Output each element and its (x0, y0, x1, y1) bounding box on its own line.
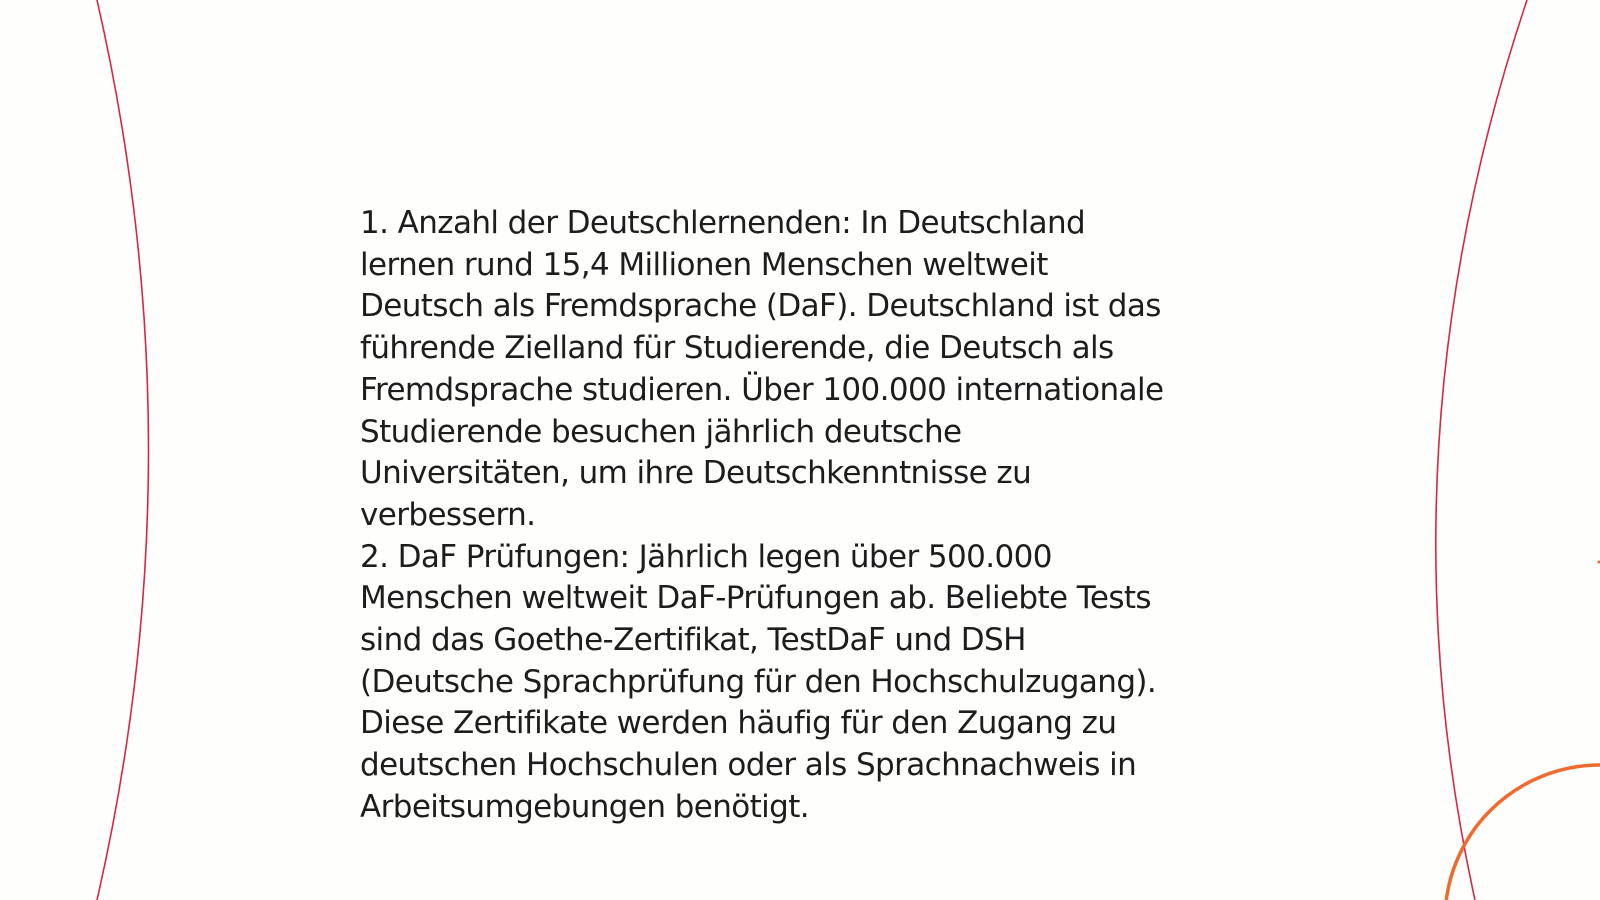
right-curve-line (1436, 0, 1527, 900)
text-line: 2. DaF Prüfungen: Jährlich legen über 500.000 (360, 538, 1052, 575)
text-line: führende Zielland für Studierende, die Deutsch als (360, 330, 1114, 367)
text-line: (Deutsche Sprachprüfung für den Hochschulzugang). (360, 663, 1157, 700)
text-line: Studierende besuchen jährlich deutsche (360, 413, 962, 450)
text-line: Diese Zertifikate werden häufig für den Zugang zu (360, 705, 1117, 742)
text-line: Arbeitsumgebungen benötigt. (360, 788, 810, 825)
text-line: Menschen weltweit DaF-Prüfungen ab. Beliebte Tests (360, 580, 1151, 617)
text-line: sind das Goethe-Zertifikat, TestDaF und DSH (360, 622, 1026, 659)
paragraph-learner-count (360, 203, 1260, 537)
text-line: deutschen Hochschulen oder als Sprachnachweis in (360, 747, 1137, 784)
paragraph-daf-exams (360, 537, 1260, 829)
slide-body-text (360, 203, 1260, 829)
orange-accent-arc (1445, 765, 1600, 900)
text-line: Deutsch als Fremdsprache (DaF). Deutschland ist das (360, 288, 1161, 325)
text-line: verbessern. (360, 496, 536, 533)
left-curve-line (97, 0, 149, 900)
text-line: Universitäten, um ihre Deutschkenntnisse zu (360, 455, 1032, 492)
text-line: Fremdsprache studieren. Über 100.000 internationale (360, 371, 1164, 408)
text-line: lernen rund 15,4 Millionen Menschen weltweit (360, 246, 1048, 283)
text-line: 1. Anzahl der Deutschlernenden: In Deutschland (360, 205, 1086, 241)
